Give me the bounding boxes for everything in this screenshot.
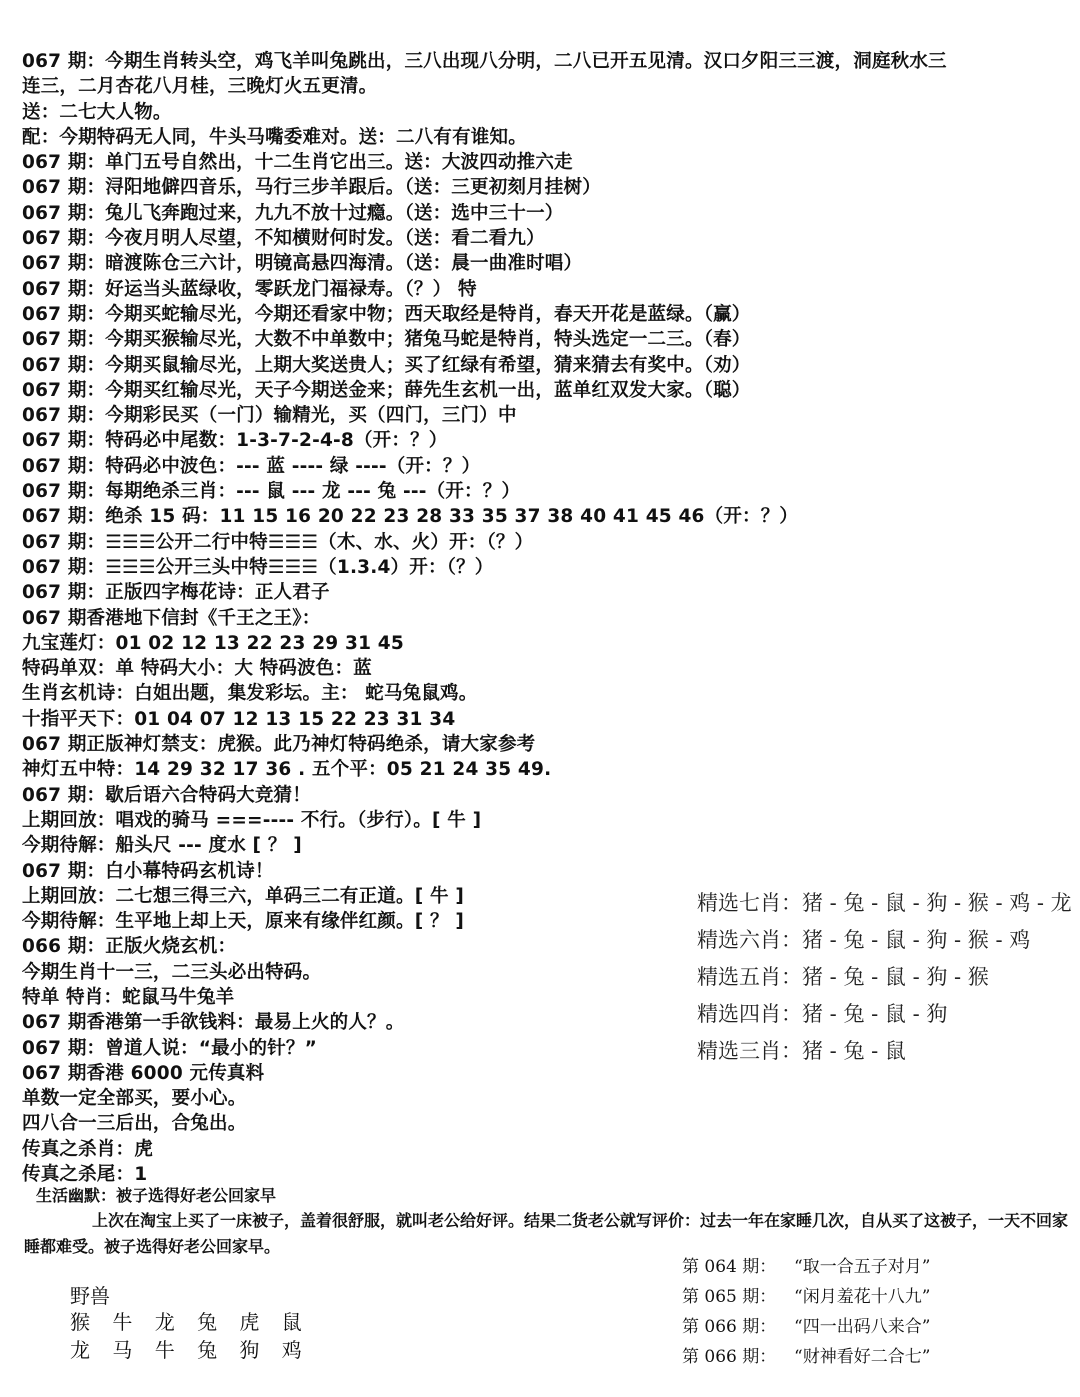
- history-issue: 第 066 期：: [682, 1347, 777, 1367]
- text-line: 067 期：每期绝杀三肖：--- 鼠 --- 龙 --- 兔 ---（开：？）: [22, 481, 521, 503]
- text-line: 上期回放：二七想三得三六，单码三二有正道。[ 牛 ]: [22, 885, 464, 907]
- text-line: 067 期香港 6000 元传真料: [22, 1062, 265, 1084]
- history-block: [682, 1254, 1072, 1374]
- pick-three: 精选三肖：猪 - 兔 - 鼠: [697, 1039, 906, 1063]
- text-line: 十指平天下：01 04 07 12 13 15 22 23 31 34: [22, 708, 456, 730]
- text-line: 配：今期特码无人同，牛头马嘴委难对。送：二八有有谁知。: [22, 126, 527, 148]
- history-text: “四一出码八来合”: [794, 1317, 931, 1337]
- pick-five: 精选五肖：猪 - 兔 - 鼠 - 狗 - 猴: [697, 965, 989, 989]
- beast-title: 野兽: [70, 1284, 110, 1308]
- history-line: [682, 1284, 1072, 1314]
- text-line: 067 期：今期彩民买（一门）输精光，买（四门，三门）中: [22, 405, 517, 427]
- text-line: 067 期：特码必中尾数：1-3-7-2-4-8（开：？）: [22, 430, 448, 452]
- text-line: 067 期：暗渡陈仓三六计，明镜高悬四海清。（送：晨一曲准时唱）: [22, 253, 583, 275]
- text-line: 067 期：今期生肖转头空，鸡飞羊叫兔跳出，三八出现八分明，二八已开五见清。汉口夕阳三三渡，洞庭秋水三: [22, 51, 947, 72]
- text-line: 067 期：白小幕特码玄机诗！: [22, 860, 274, 882]
- selected-zodiac-block: [697, 888, 1072, 1073]
- text-line: 今期待解：船头尺 --- 度水 [ ？ ]: [22, 835, 302, 857]
- text-line: 067 期：曾道人说：“最小的针？”: [22, 1037, 317, 1059]
- text-line: 067 期：正版四字梅花诗：正人君子: [22, 582, 330, 604]
- history-text: “取一合五子对月”: [794, 1257, 931, 1277]
- text-line: 上期回放：唱戏的骑马 ===---- 不行。（步行）。[ 牛 ]: [22, 809, 482, 831]
- text-line: 067 期：歇后语六合特码大竞猜！: [22, 784, 311, 806]
- history-text: “财神看好二合七”: [794, 1347, 931, 1367]
- history-line: [682, 1314, 1072, 1344]
- beast-row-1: 猴 牛 龙 兔 虎 鼠: [70, 1310, 310, 1334]
- text-line: 067 期：浔阳地僻四音乐，马行三步羊跟后。（送：三更初刻月挂树）: [22, 177, 601, 199]
- history-line: [682, 1344, 1072, 1374]
- text-line: 连三，二月杏花八月桂，三晚灯火五更清。: [22, 76, 378, 98]
- text-line: 送：二七大人物。: [22, 101, 172, 123]
- text-line: 今期生肖十一三，二三头必出特码。: [22, 961, 322, 983]
- text-line: 067 期：今夜月明人尽望，不知横财何时发。（送：看二看九）: [22, 228, 545, 250]
- pick-six: 精选六肖：猪 - 兔 - 鼠 - 狗 - 猴 - 鸡: [697, 928, 1031, 952]
- text-line: 067 期：单门五号自然出，十二生肖它出三。送：大波四动推六走: [22, 152, 573, 174]
- history-text: “闲月羞花十八九”: [794, 1287, 931, 1307]
- humor-body: 上次在淘宝上买了一床被子，盖着很舒服，就叫老公给好评。结果二货老公就写评价：过去一年在家睡几次，自从买了这被子，一天不回家睡都难受。被子选得好老公回家早。: [24, 1211, 1069, 1256]
- history-issue: 第 064 期：: [682, 1257, 777, 1277]
- history-issue: 第 066 期：: [682, 1317, 777, 1337]
- humor-title: 生活幽默：被子选得好老公回家早: [36, 1186, 277, 1205]
- text-line: 传真之杀尾：1: [22, 1164, 148, 1186]
- text-line: 067 期：兔儿飞奔跑过来，九九不放十过瘾。（送：选中三十一）: [22, 202, 564, 224]
- text-line: 067 期：今期买红输尽光，天子今期送金来；薛先生玄机一出，蓝单红双发大家。（聪）: [22, 379, 751, 401]
- text-line: 特单 特肖：蛇鼠马牛兔羊: [22, 986, 235, 1008]
- history-issue: 第 065 期：: [682, 1287, 777, 1307]
- text-line: 传真之杀肖：虎: [22, 1138, 153, 1160]
- text-line: 067 期：☰☰☰公开二行中特☰☰☰（木、水、火）开：（？）: [22, 531, 534, 553]
- text-line: 067 期：好运当头蓝绿收，零跃龙门福禄寿。（？） 特: [22, 278, 477, 300]
- pick-seven: 精选七肖：猪 - 兔 - 鼠 - 狗 - 猴 - 鸡 - 龙: [697, 891, 1072, 915]
- text-line: 067 期：今期买猴输尽光，大数不中单数中；猪兔马蛇是特肖，特头选定一二三。（春）: [22, 329, 751, 351]
- text-line: 067 期：今期买鼠输尽光，上期大奖送贵人；买了红绿有希望，猜来猜去有奖中。（劝）: [22, 354, 751, 376]
- text-line: 四八合一三后出，合兔出。: [22, 1113, 247, 1135]
- text-line: 067 期正版神灯禁支：虎猴。此乃神灯特码绝杀，请大家参考: [22, 734, 536, 756]
- text-line: 神灯五中特：14 29 32 17 36 . 五个平：05 21 24 35 49.: [22, 759, 552, 781]
- text-line: 067 期：☰☰☰公开三头中特☰☰☰（1.3.4）开：（？）: [22, 556, 494, 578]
- text-line: 067 期：今期买蛇输尽光，今期还看家中物；西天取经是特肖，春天开花是蓝绿。（赢）: [22, 303, 751, 325]
- text-line: 今期待解：生平地上却上天，原来有缘伴红颜。[ ？ ]: [22, 911, 464, 933]
- text-line: 特码单双：单 特码大小：大 特码波色：蓝: [22, 658, 372, 680]
- history-line: [682, 1254, 1072, 1284]
- text-line: 单数一定全部买，要小心。: [22, 1088, 247, 1110]
- text-line: 生肖玄机诗：白姐出题，集发彩坛。主： 蛇马兔鼠鸡。: [22, 683, 478, 705]
- text-line: 067 期：特码必中波色：--- 蓝 ---- 绿 ----（开：？）: [22, 455, 481, 477]
- beast-row-2: 龙 马 牛 兔 狗 鸡: [70, 1338, 310, 1362]
- text-line: 067 期香港地下信封《千王之王》：: [22, 607, 321, 629]
- pick-four: 精选四肖：猪 - 兔 - 鼠 - 狗: [697, 1002, 948, 1026]
- text-line: 067 期香港第一手欲钱料：最易上火的人？。: [22, 1012, 405, 1034]
- text-line: 066 期：正版火烧玄机：: [22, 936, 237, 958]
- text-line: 067 期：绝杀 15 码：11 15 16 20 22 23 28 33 35 37 38 40 41 45 46（开：？）: [22, 506, 799, 528]
- text-line: 九宝莲灯：01 02 12 13 22 23 29 31 45: [22, 632, 404, 654]
